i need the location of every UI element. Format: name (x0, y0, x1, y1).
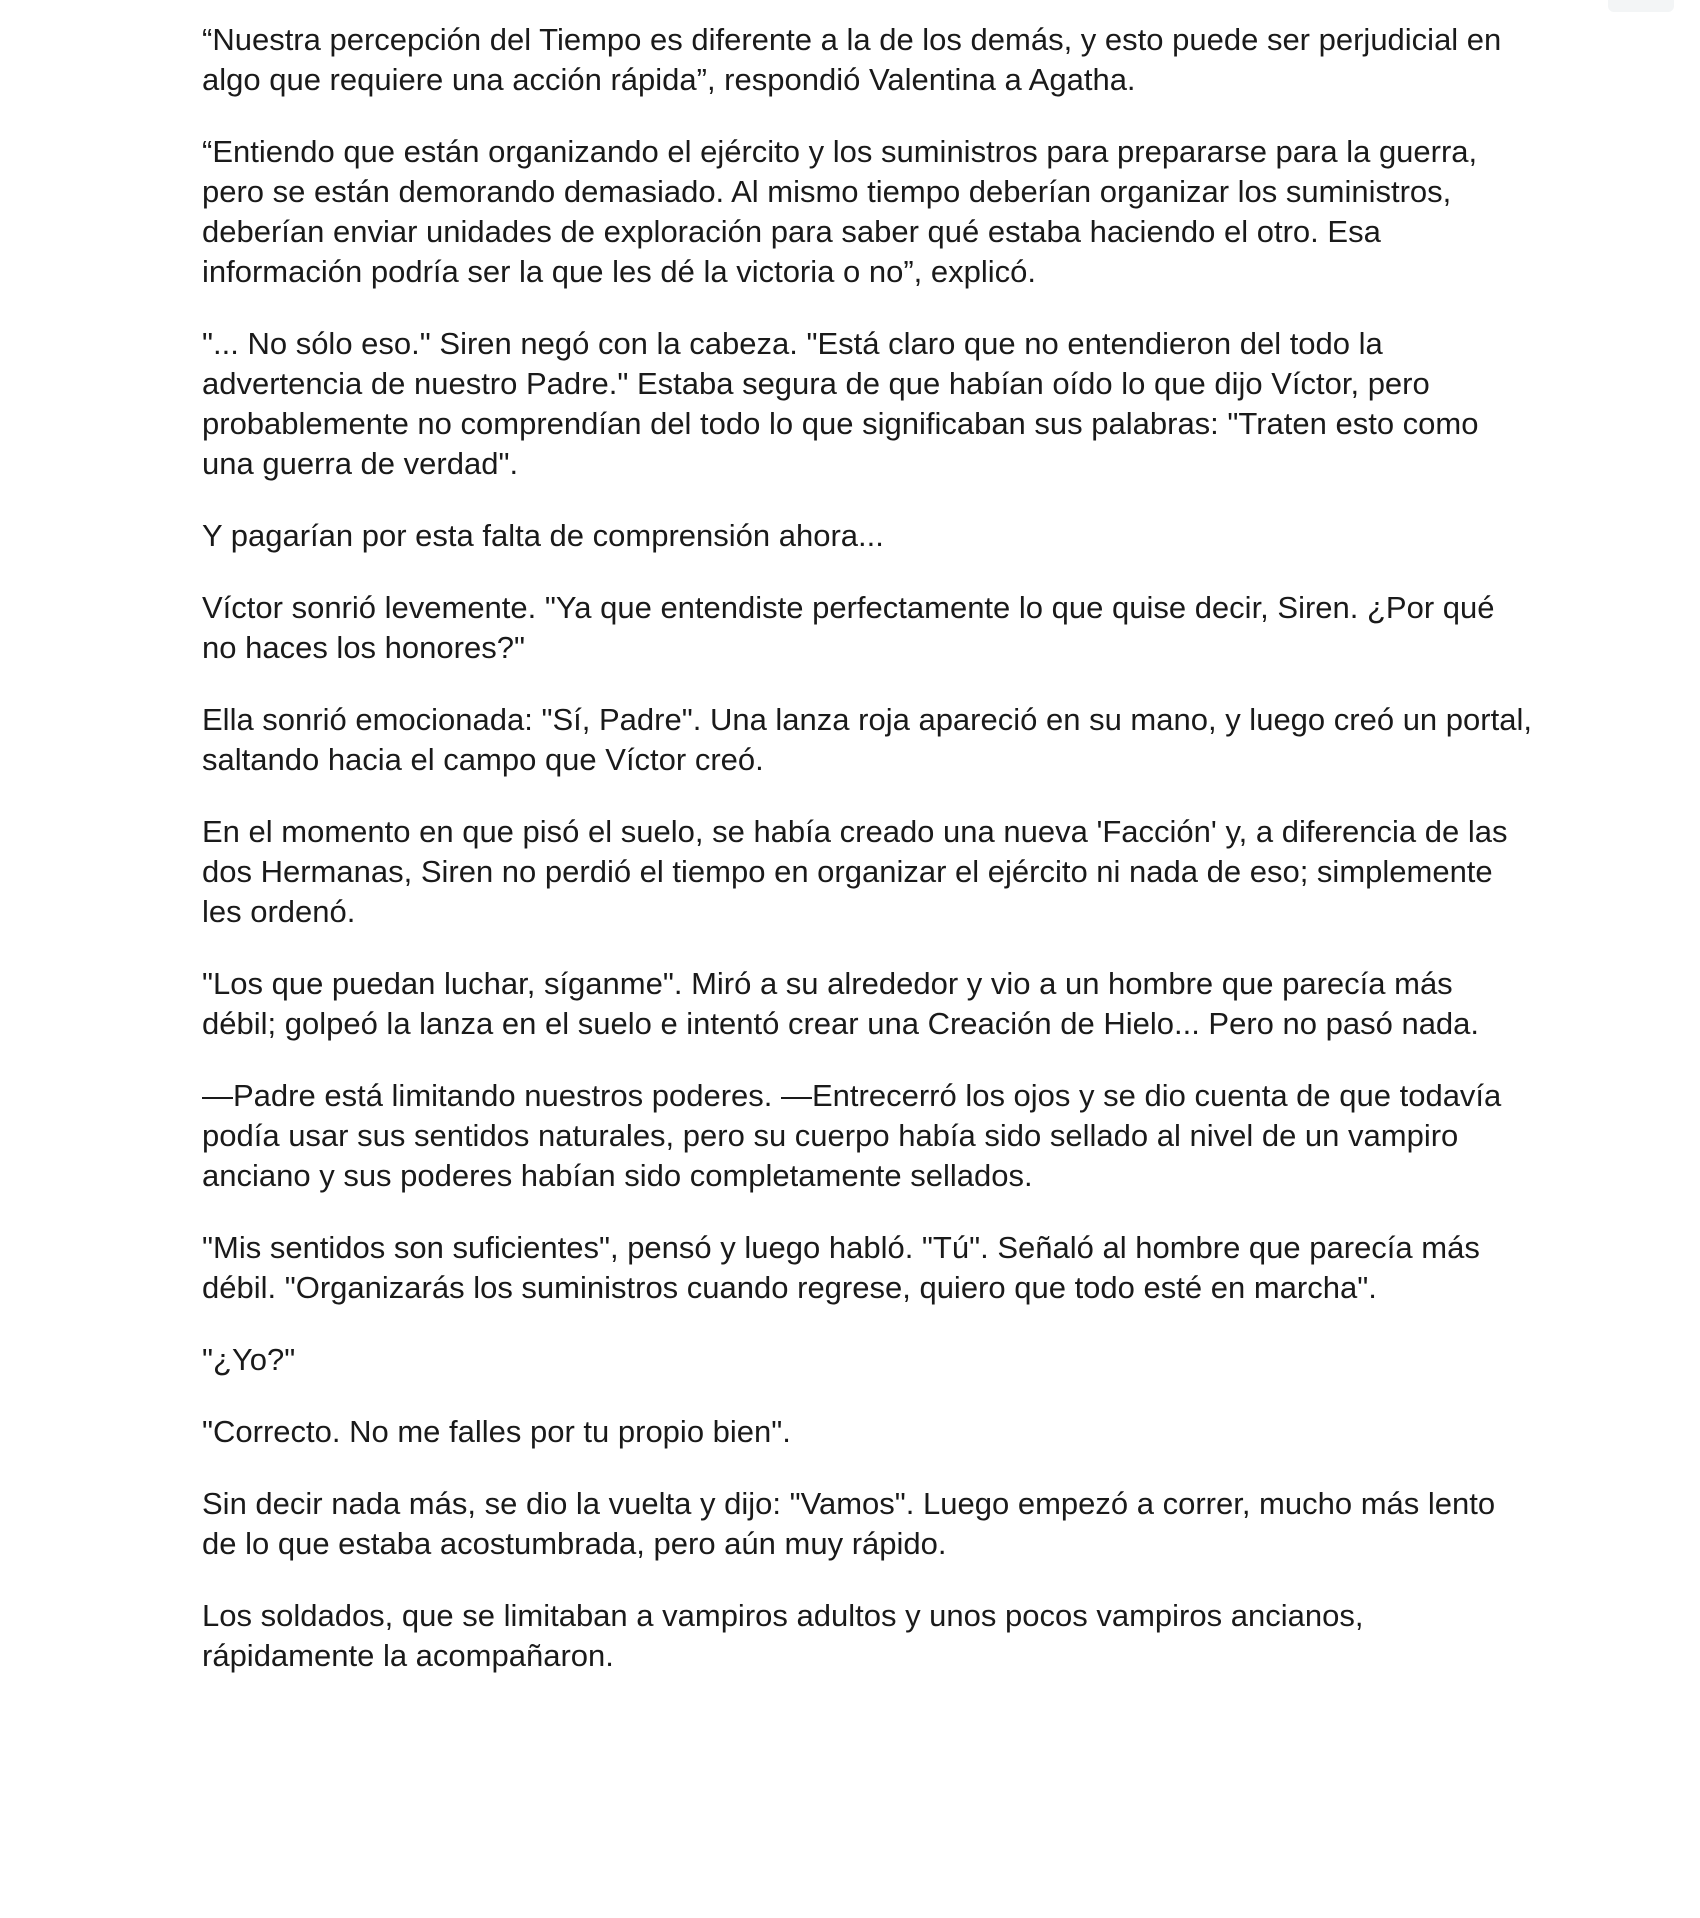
paragraph: Los soldados, que se limitaban a vampiros adultos y unos pocos vampiros ancianos, rápidamente la acompañaron. (202, 1598, 1364, 1673)
paragraph: Y pagarían por esta falta de comprensión ahora... (202, 518, 884, 553)
paragraph: —Padre está limitando nuestros poderes. —Entrecerró los ojos y se dio cuenta de que todavía podía usar sus sentidos naturales, pero su cuerpo había sido sellado al nivel de un vampiro anciano y sus poderes habían sido completamente sellados. (202, 1078, 1502, 1193)
text-body (202, 20, 1532, 1708)
paragraph: “Entiendo que están organizando el ejército y los suministros para prepararse para la guerra, pero se están demorando demasiado. Al mismo tiempo deberían organizar los suministros, deberían enviar unidades de exploración para saber qué estaba haciendo el otro. Esa información podría ser la que les dé la victoria o no”, explicó. (202, 134, 1478, 289)
paragraph: "¿Yo?" (202, 1342, 296, 1377)
paragraph: "Correcto. No me falles por tu propio bien". (202, 1414, 791, 1449)
paragraph: “Nuestra percepción del Tiempo es diferente a la de los demás, y esto puede ser perjudicial en algo que requiere una acción rápida”, respondió Valentina a Agatha. (202, 22, 1502, 97)
paragraph: "... No sólo eso." Siren negó con la cabeza. "Está claro que no entendieron del todo la advertencia de nuestro Padre." Estaba segura de que habían oído lo que dijo Víctor, pero probablemente no comprendían del todo lo que significaban sus palabras: "Traten esto como una guerra de verdad". (202, 326, 1479, 481)
paragraph: Ella sonrió emocionada: "Sí, Padre". Una lanza roja apareció en su mano, y luego creó un portal, saltando hacia el campo que Víctor creó. (202, 702, 1532, 777)
paragraph: "Mis sentidos son suficientes", pensó y luego habló. "Tú". Señaló al hombre que parecía más débil. "Organizarás los suministros cuando regrese, quiero que todo esté en marcha". (202, 1230, 1480, 1305)
paragraph: Sin decir nada más, se dio la vuelta y dijo: "Vamos". Luego empezó a correr, mucho más lento de lo que estaba acostumbrada, pero aún muy rápido. (202, 1486, 1496, 1561)
paragraph: En el momento en que pisó el suelo, se había creado una nueva 'Facción' y, a diferencia de las dos Hermanas, Siren no perdió el tiempo en organizar el ejército ni nada de eso; simplemente les ordenó. (202, 814, 1508, 929)
page-corner-tab (1608, 0, 1674, 12)
paragraph: Víctor sonrió levemente. "Ya que entendiste perfectamente lo que quise decir, Siren. ¿Por qué no haces los honores?" (202, 590, 1495, 665)
paragraph: "Los que puedan luchar, síganme". Miró a su alrededor y vio a un hombre que parecía más débil; golpeó la lanza en el suelo e intentó crear una Creación de Hielo... Pero no pasó nada. (202, 966, 1480, 1041)
